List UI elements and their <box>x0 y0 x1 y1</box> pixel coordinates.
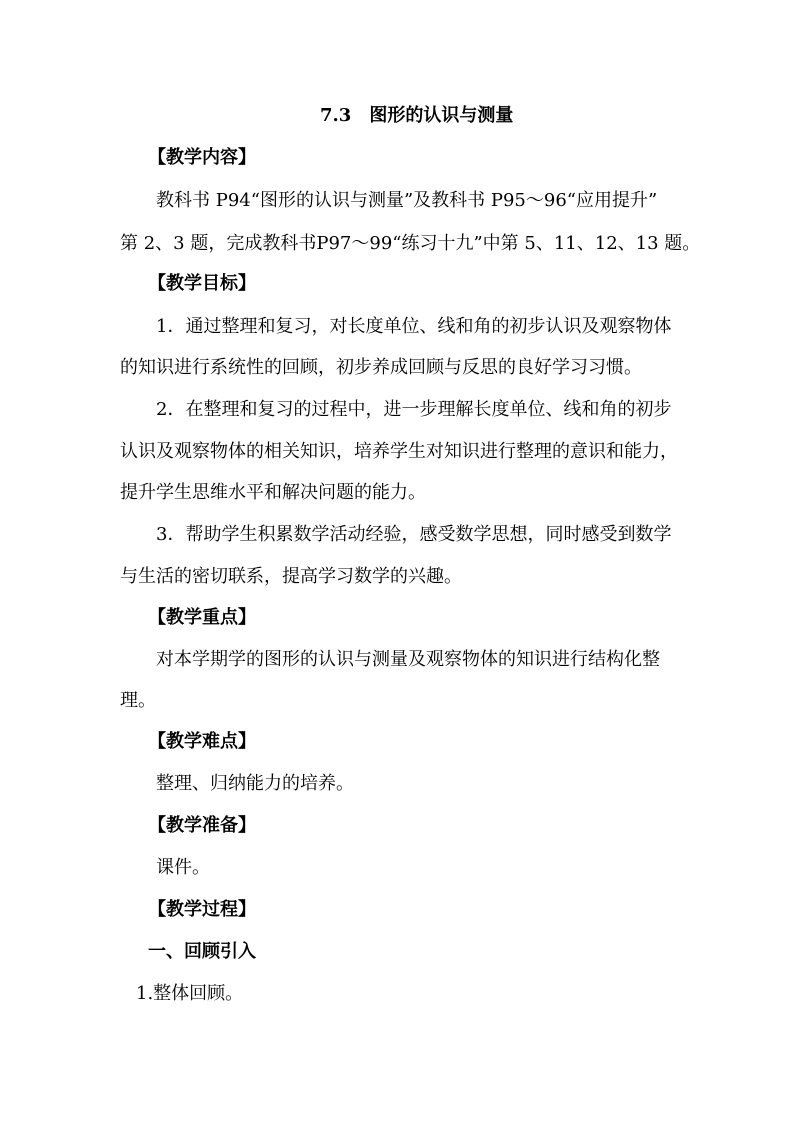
section-heading-difficulty: 【教学难点】 <box>148 731 256 752</box>
section-heading-prep: 【教学准备】 <box>148 815 256 836</box>
paragraph-line: 对本学期学的图形的认识与测量及观察物体的知识进行结构化整 <box>156 649 660 670</box>
section-heading-goals: 【教学目标】 <box>148 273 256 294</box>
page-title: 7.3 图形的认识与测量 <box>320 105 514 126</box>
paragraph-line: 认识及观察物体的相关知识，培养学生对知识进行整理的意识和能力， <box>120 441 678 462</box>
paragraph-line: 1．通过整理和复习，对长度单位、线和角的初步认识及观察物体 <box>156 316 672 337</box>
list-item: 1.整体回顾。 <box>136 983 244 1004</box>
paragraph-line: 第 2、3 题，完成教科书P97～99“练习十九”中第 5、11、12、13 题。 <box>120 233 701 254</box>
paragraph-line: 教科书 P94“图形的认识与测量”及教科书 P95～96“应用提升” <box>156 190 658 211</box>
paragraph-line: 提升学生思维水平和解决问题的能力。 <box>120 482 426 503</box>
paragraph-line: 3．帮助学生积累数学活动经验，感受数学思想，同时感受到数学 <box>156 524 672 545</box>
paragraph-line: 的知识进行系统性的回顾，初步养成回顾与反思的良好学习习惯。 <box>120 357 642 378</box>
paragraph-line: 与生活的密切联系，提高学习数学的兴趣。 <box>120 566 462 587</box>
paragraph-line: 理。 <box>120 690 156 711</box>
section-heading-process: 【教学过程】 <box>148 899 256 920</box>
paragraph-line: 课件。 <box>156 857 210 878</box>
section-heading-content: 【教学内容】 <box>148 147 256 168</box>
paragraph-line: 2．在整理和复习的过程中，进一步理解长度单位、线和角的初步 <box>156 399 672 420</box>
section-heading-key: 【教学重点】 <box>148 607 256 628</box>
paragraph-line: 整理、归纳能力的培养。 <box>156 773 354 794</box>
subsection-heading: 一、回顾引入 <box>148 941 256 962</box>
